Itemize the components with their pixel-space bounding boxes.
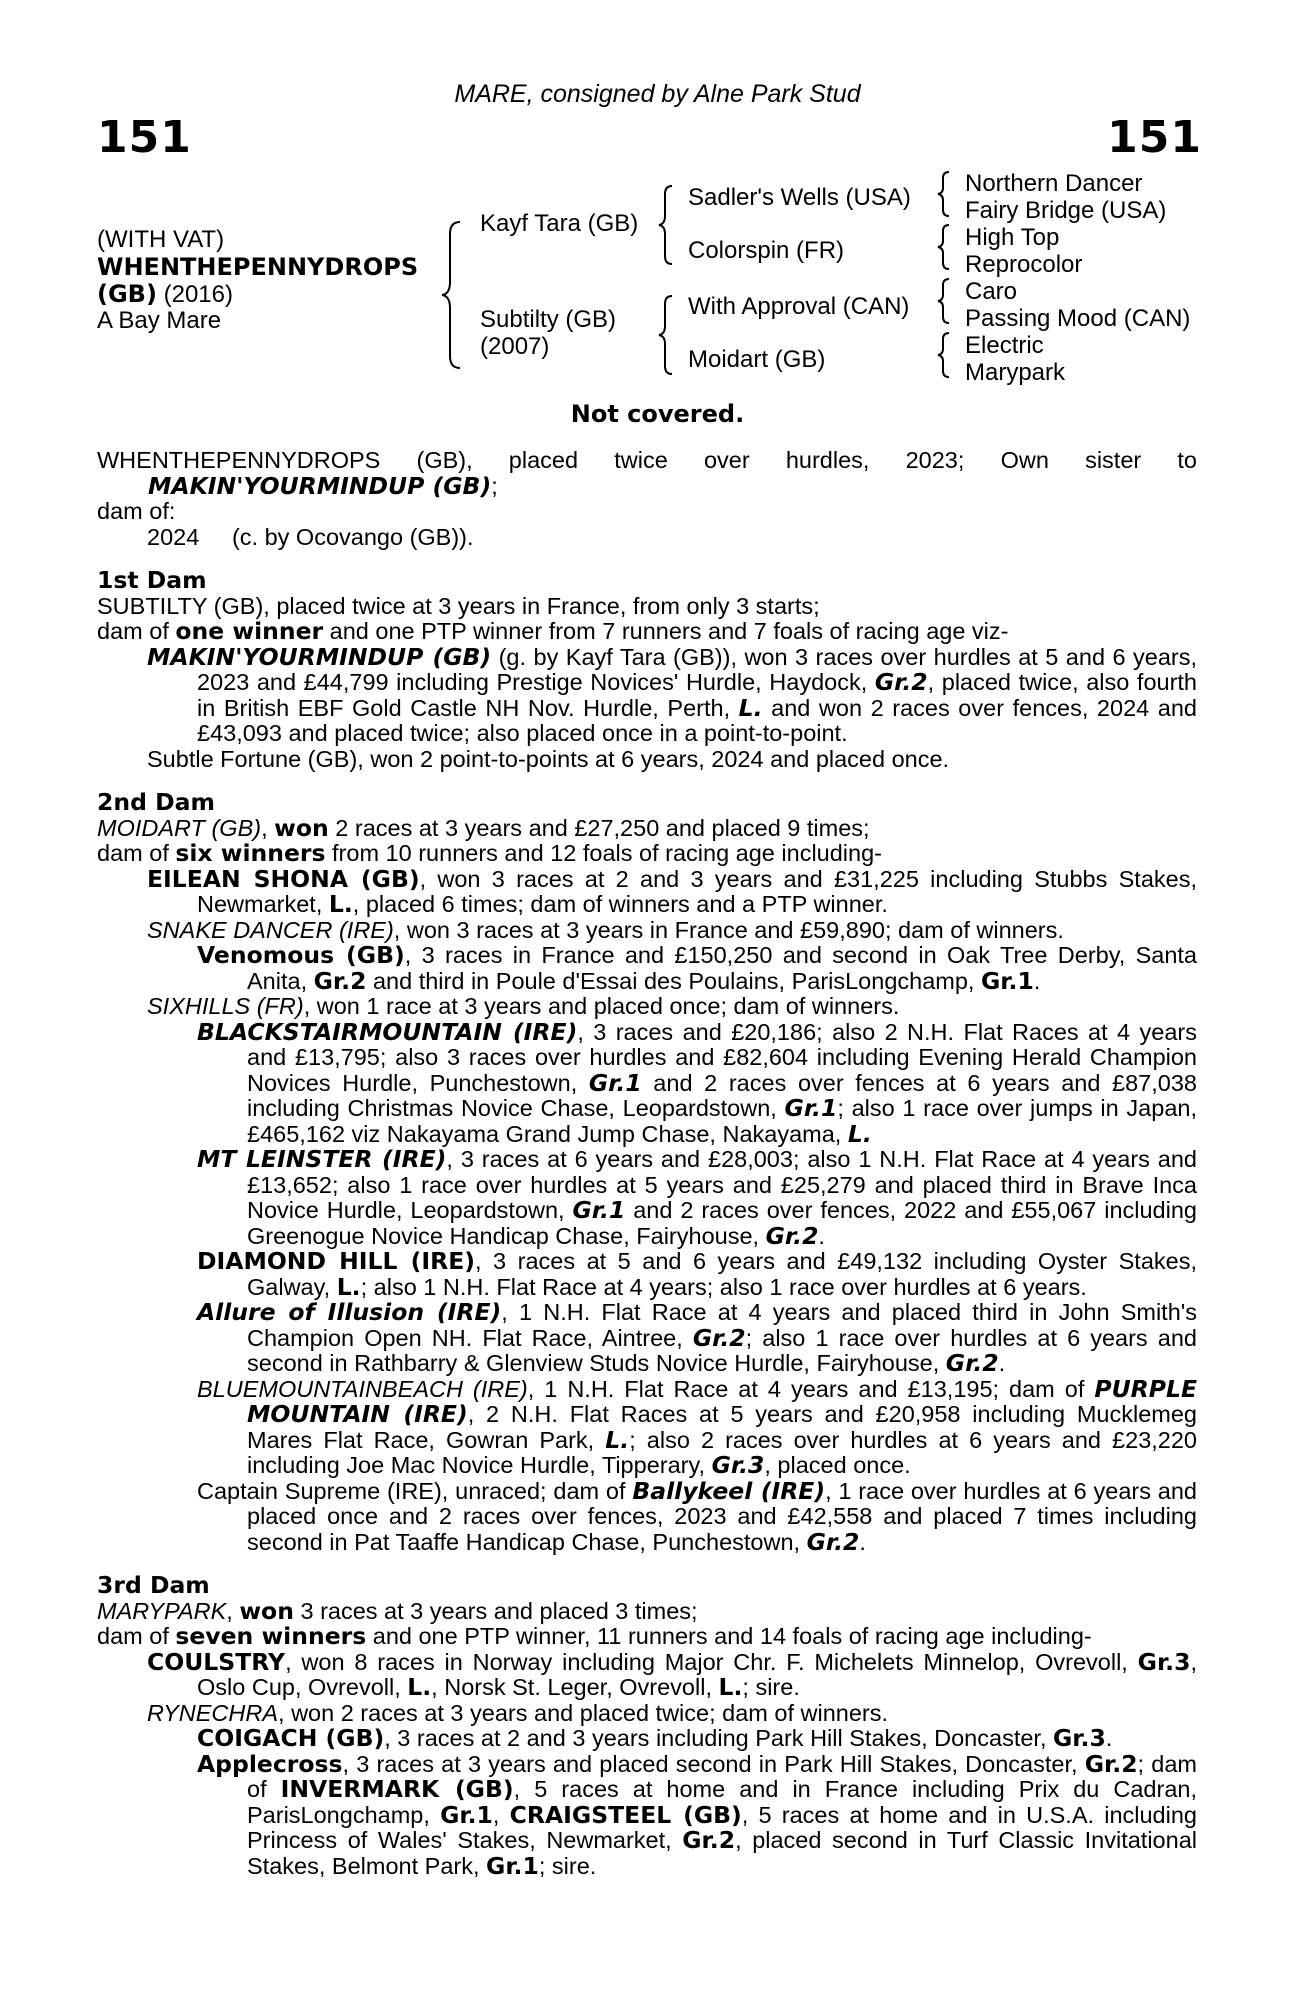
second-dam-allure-of-illusion: Allure of Illusion (IRE), 1 N.H. Flat Race at 4 years and placed third in John Smith's Champion Open NH. Flat Race, Aintree, Gr.2; also 1 race over hurdles at 6 years and second in Rathbarry & Glenview Studs Novice Hurdle, Fairyhouse, Gr.2. [197, 1298, 1198, 1377]
pedigree-g2: Fairy Bridge (USA) [965, 197, 1167, 224]
third-dam-line2: dam of seven winners and one PTP winner, 11 runners and 14 foals of racing age including- [97, 1622, 1092, 1650]
pedigree-g7: Electric [965, 332, 1044, 359]
pedigree-dam-dam: Moidart (GB) [688, 346, 826, 373]
catalogue-body [97, 448, 1197, 1879]
pedigree-brace-g2 [935, 221, 955, 273]
pedigree-g1: Northern Dancer [965, 170, 1143, 197]
third-dam-line1: MARYPARK, won 3 races at 3 years and placed 3 times; [97, 1596, 698, 1625]
consignment-header: MARE, consigned by Alne Park Stud [454, 80, 861, 108]
pedigree-brace-sire [656, 180, 678, 270]
intro-dam-of: dam of: [97, 498, 176, 524]
pedigree-g4: Reprocolor [965, 251, 1083, 278]
horse-origin: (GB) [97, 280, 157, 308]
second-dam-bluemountainbeach: BLUEMOUNTAINBEACH (IRE), 1 N.H. Flat Race at 4 years and £13,195; dam of PURPLE MOUNTAIN (IRE), 2 N.H. Flat Races at 5 years and £20,958 including Mucklemeg Mares Flat Race, Gowran Park, L.; also 2 races over hurdles at 6 years and £23,220 including Joe Mac Novice Hurdle, Tipperary, Gr.3, placed once. [197, 1374, 1198, 1479]
horse-origin-year [97, 280, 233, 309]
second-dam-venomous: Venomous (GB), 3 races in France and £150,250 and second in Oak Tree Derby, Santa Anita, Gr.2 and third in Poule d'Essai des Poulains, ParisLongchamp, Gr.1. [197, 941, 1197, 995]
second-dam-mt-leinster: MT LEINSTER (IRE), 3 races at 6 years and £28,003; also 1 N.H. Flat Race at 4 years and £13,652; also 1 race over hurdles at 5 years and £25,279 and placed third in Brave Inca Novice Hurdle, Leopardstown, Gr.1 and 2 races over fences, 2022 and £55,067 including Greenogue Novice Handicap Chase, Fairyhouse, Gr.2. [197, 1145, 1197, 1250]
second-dam-captain-supreme: Captain Supreme (IRE), unraced; dam of Ballykeel (IRE), 1 race over hurdles at 6 years and placed once and 2 races over fences, 2023 and £42,558 and placed 7 times including second in Pat Taaffe Handicap Chase, Punchestown, Gr.2. [197, 1476, 1197, 1556]
pedigree-dam-year: (2007) [480, 333, 550, 360]
third-dam-coulstry: COULSTRY, won 8 races in Norway including Major Chr. F. Michelets Minnelop, Ovrevoll, Gr.3, Oslo Cup, Ovrevoll, L., Norsk St. Leger, Ovrevoll, L.; sire. [147, 1647, 1197, 1701]
pedigree-brace-g1 [935, 168, 955, 220]
first-dam-line2: dam of one winner and one PTP winner from 7 runners and 7 foals of racing age viz- [97, 617, 1009, 645]
first-dam-produce-1: MAKIN'YOURMINDUP (GB) (g. by Kayf Tara (GB)), won 3 races over hurdles at 5 and 6 years, 2023 and £44,799 including Prestige Novices' Hurdle, Haydock, Gr.2, placed twice, also fourth in British EBF Gold Castle NH Nov. Hurdle, Perth, L. and won 2 races over fences, 2024 and £43,093 and placed twice; also placed once in a point-to-point. [147, 642, 1198, 746]
second-dam-heading: 2nd Dam [97, 788, 215, 816]
second-dam-line2: dam of six winners from 10 runners and 12 foals of racing age including- [97, 839, 882, 867]
third-dam-heading: 3rd Dam [97, 1571, 210, 1599]
intro-foal: 2024 (c. by Ocovango (GB)). [147, 523, 474, 550]
second-dam-eilean-shona: EILEAN SHONA (GB), won 3 races at 2 and 3 years and £31,225 including Stubbs Stakes, Newmarket, L., placed 6 times; dam of winners and a PTP winner. [147, 864, 1197, 918]
pedigree-g8: Marypark [965, 359, 1066, 386]
second-dam-diamond-hill: DIAMOND HILL (IRE), 3 races at 5 and 6 years and £49,132 including Oyster Stakes, Galway, L.; also 1 N.H. Flat Race at 4 years; also 1 race over hurdles at 6 years. [197, 1247, 1197, 1301]
first-dam-produce-2: Subtle Fortune (GB), won 2 point-to-points at 6 years, 2024 and placed once. [147, 745, 950, 772]
pedigree-sire: Kayf Tara (GB) [480, 210, 639, 237]
not-covered-note: Not covered. [570, 400, 745, 428]
pedigree-g5: Caro [965, 278, 1018, 305]
pedigree-sire-dam: Colorspin (FR) [688, 237, 845, 264]
first-dam-line1: SUBTILTY (GB), placed twice at 3 years in France, from only 3 starts; [97, 592, 820, 619]
horse-description: A Bay Mare [97, 307, 222, 334]
vat-label: (WITH VAT) [97, 226, 225, 253]
lot-number-left: 151 [97, 112, 192, 163]
pedigree-brace-main [440, 210, 470, 380]
second-dam-snake-dancer: SNAKE DANCER (IRE), won 3 races at 3 years in France and £59,890; dam of winners. [147, 916, 1064, 943]
pedigree-sire-sire: Sadler's Wells (USA) [688, 184, 911, 211]
pedigree-dam: Subtilty (GB) [480, 306, 617, 333]
third-dam-applecross: Applecross, 3 races at 3 years and placed second in Park Hill Stakes, Doncaster, Gr.2; dam of INVERMARK (GB), 5 races at home and in France including Prix du Cadran, ParisLongchamp, Gr.1, CRAIGSTEEL (GB), 5 races at home and in U.S.A. including Princess of Wales' Stakes, Newmarket, Gr.2, placed second in Turf Classic Invitational Stakes, Belmont Park, Gr.1; sire. [197, 1749, 1197, 1880]
pedigree-g3: High Top [965, 224, 1060, 251]
first-dam-heading: 1st Dam [97, 566, 207, 594]
intro-sister: MAKIN'YOURMINDUP (GB); [148, 471, 498, 500]
horse-name: WHENTHEPENNYDROPS [97, 253, 419, 281]
lot-number-right: 151 [1107, 112, 1202, 163]
horse-year: (2016) [163, 281, 233, 308]
pedigree-brace-g3 [935, 275, 955, 327]
intro-line: WHENTHEPENNYDROPS (GB), placed twice over hurdles, 2023; Own sister to [97, 447, 1197, 473]
pedigree-dam-sire: With Approval (CAN) [688, 293, 910, 320]
pedigree-g6: Passing Mood (CAN) [965, 305, 1191, 332]
pedigree-brace-g4 [935, 329, 955, 381]
third-dam-coigach: COIGACH (GB), 3 races at 2 and 3 years including Park Hill Stakes, Doncaster, Gr.3. [197, 1724, 1113, 1752]
second-dam-line1: MOIDART (GB), won 2 races at 3 years and £27,250 and placed 9 times; [97, 813, 870, 842]
second-dam-blackstairmountain: BLACKSTAIRMOUNTAIN (IRE), 3 races and £20,186; also 2 N.H. Flat Races at 4 years and £13,795; also 3 races over hurdles and £82,604 including Evening Herald Champion Novices Hurdle, Punchestown, Gr.1 and 2 races over fences at 6 years and £87,038 including Christmas Novice Chase, Leopardstown, Gr.1; also 1 race over jumps in Japan, £465,162 viz Nakayama Grand Jump Chase, Nakayama, L. [197, 1017, 1197, 1148]
second-dam-sixhills: SIXHILLS (FR), won 1 race at 3 years and placed once; dam of winners. [147, 993, 900, 1019]
third-dam-rynechra: RYNECHRA, won 2 races at 3 years and placed twice; dam of winners. [147, 1699, 889, 1726]
pedigree-brace-dam [656, 290, 678, 380]
